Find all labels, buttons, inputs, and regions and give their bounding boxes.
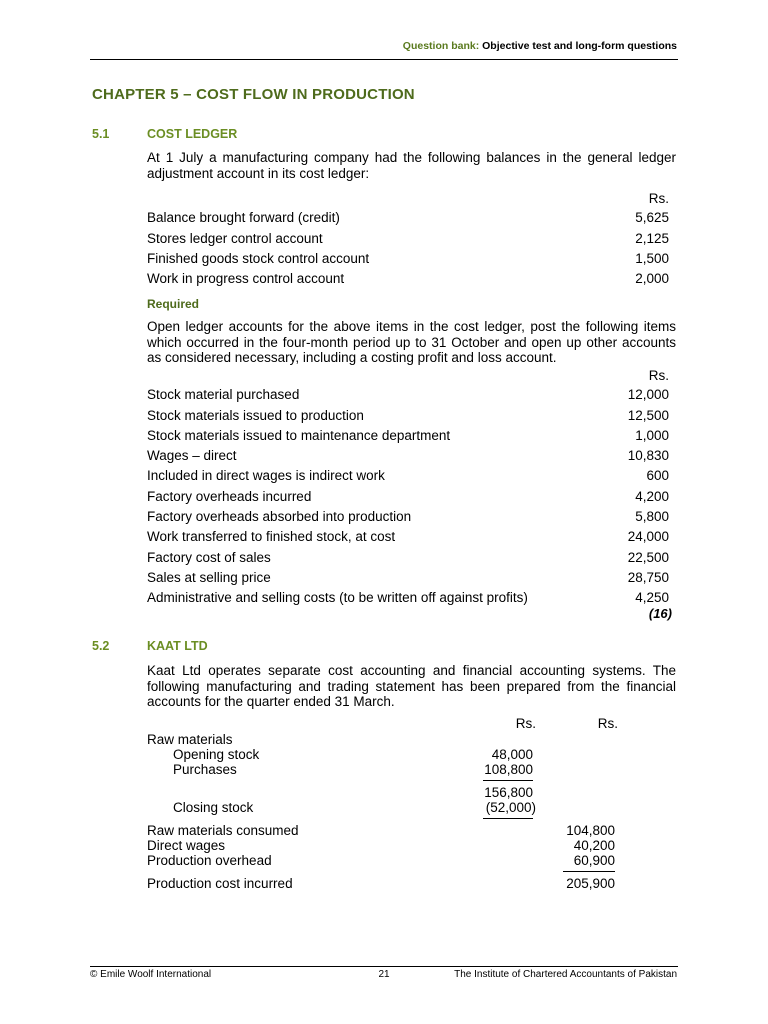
item-label: Stock materials issued to production xyxy=(147,408,364,423)
currency-header: Rs. xyxy=(648,368,669,383)
balance-row xyxy=(147,231,669,251)
closing-stock-value: (52,000) xyxy=(485,800,536,815)
item-label: Stock material purchased xyxy=(147,387,300,402)
footer-copyright: © Emile Woolf International xyxy=(90,969,212,980)
header-prefix: Question bank: xyxy=(402,40,480,52)
header-rule xyxy=(90,59,678,60)
balance-label: Stores ledger control account xyxy=(147,231,323,246)
item-label: Wages – direct xyxy=(147,448,237,463)
item-label: Factory overheads incurred xyxy=(147,489,312,504)
item-row xyxy=(147,387,669,407)
item-row xyxy=(147,489,669,509)
balance-value: 2,125 xyxy=(635,231,669,246)
opening-stock-label: Opening stock xyxy=(173,747,260,762)
section-5-2-intro: Kaat Ltd operates separate cost accounting and financial accounting systems. The following manufacturing and trading statement has been prepared from the financial accounts for the quarter ended 31 March. xyxy=(147,663,676,709)
item-label: Sales at selling price xyxy=(147,570,271,585)
item-label: Included in direct wages is indirect work xyxy=(147,468,385,483)
item-value: 12,000 xyxy=(627,387,669,402)
footer-institute: The Institute of Chartered Accountants of Pakistan xyxy=(454,969,677,980)
item-row xyxy=(147,428,669,448)
section-number-5-1: 5.1 xyxy=(92,127,110,141)
item-value: 24,000 xyxy=(627,529,669,544)
item-label: Factory overheads absorbed into production xyxy=(147,509,412,524)
balance-row xyxy=(147,271,669,291)
item-label: Stock materials issued to maintenance department xyxy=(147,428,451,443)
balance-label: Balance brought forward (credit) xyxy=(147,210,340,225)
item-value: 10,830 xyxy=(627,448,669,463)
item-row xyxy=(147,408,669,428)
balance-value: 1,500 xyxy=(635,251,669,266)
item-value: 600 xyxy=(646,468,669,483)
item-value: 1,000 xyxy=(635,428,669,443)
col1-currency-header: Rs. xyxy=(515,716,536,731)
required-heading: Required xyxy=(147,297,200,311)
item-row xyxy=(147,570,669,590)
col2-currency-header: Rs. xyxy=(597,716,618,731)
closing-stock-label: Closing stock xyxy=(173,800,254,815)
item-value: 5,800 xyxy=(635,509,669,524)
item-value: 22,500 xyxy=(627,550,669,565)
production-overhead-label: Production overhead xyxy=(147,853,272,868)
item-value: 4,200 xyxy=(635,489,669,504)
footer-rule xyxy=(90,966,678,967)
item-value: 4,250 xyxy=(635,590,669,605)
total-rule xyxy=(563,871,615,872)
direct-wages-value: 40,200 xyxy=(573,838,615,853)
balance-label: Finished goods stock control account xyxy=(147,251,370,266)
raw-materials-label: Raw materials xyxy=(147,732,233,747)
consumed-value: 104,800 xyxy=(566,823,615,838)
purchases-value: 108,800 xyxy=(484,762,533,777)
section-title-kaat-ltd: KAAT LTD xyxy=(147,639,208,653)
production-cost-value: 205,900 xyxy=(566,876,615,891)
section-5-1-intro: At 1 July a manufacturing company had the following balances in the general ledger adjustment account in its cost ledger: xyxy=(147,150,676,181)
direct-wages-label: Direct wages xyxy=(147,838,226,853)
item-label: Factory cost of sales xyxy=(147,550,271,565)
required-text: Open ledger accounts for the above items in the cost ledger, post the following items which occurred in the four-month period up to 31 October and open up other accounts as considered necessary, including a costing profit and loss account. xyxy=(147,319,676,365)
running-header xyxy=(90,40,677,52)
item-value: 28,750 xyxy=(627,570,669,585)
page-number: 21 xyxy=(378,969,390,980)
item-row xyxy=(147,448,669,468)
item-value: 12,500 xyxy=(627,408,669,423)
balance-value: 2,000 xyxy=(635,271,669,286)
opening-stock-value: 48,000 xyxy=(491,747,533,762)
balance-label: Work in progress control account xyxy=(147,271,345,286)
item-label: Work transferred to finished stock, at cost xyxy=(147,529,396,544)
closing-stock-rule xyxy=(483,818,533,819)
purchases-label: Purchases xyxy=(173,762,237,777)
marks-allocation: (16) xyxy=(648,606,672,621)
consumed-label: Raw materials consumed xyxy=(147,823,299,838)
subtotal-value: 156,800 xyxy=(484,785,533,800)
production-overhead-value: 60,900 xyxy=(573,853,615,868)
item-label: Administrative and selling costs (to be written off against profits) xyxy=(147,590,528,605)
balance-value: 5,625 xyxy=(635,210,669,225)
item-row xyxy=(147,509,669,529)
item-row xyxy=(147,590,669,610)
subtotal-rule xyxy=(483,780,533,781)
item-row xyxy=(147,468,669,488)
balance-row xyxy=(147,251,669,271)
production-cost-label: Production cost incurred xyxy=(147,876,293,891)
section-number-5-2: 5.2 xyxy=(92,639,110,653)
item-row xyxy=(147,529,669,549)
currency-header: Rs. xyxy=(648,191,669,206)
section-title-cost-ledger: COST LEDGER xyxy=(147,127,238,141)
balance-row xyxy=(147,210,669,230)
chapter-title: CHAPTER 5 – COST FLOW IN PRODUCTION xyxy=(92,86,415,103)
header-title: Objective test and long-form questions xyxy=(479,40,677,52)
item-row xyxy=(147,550,669,570)
